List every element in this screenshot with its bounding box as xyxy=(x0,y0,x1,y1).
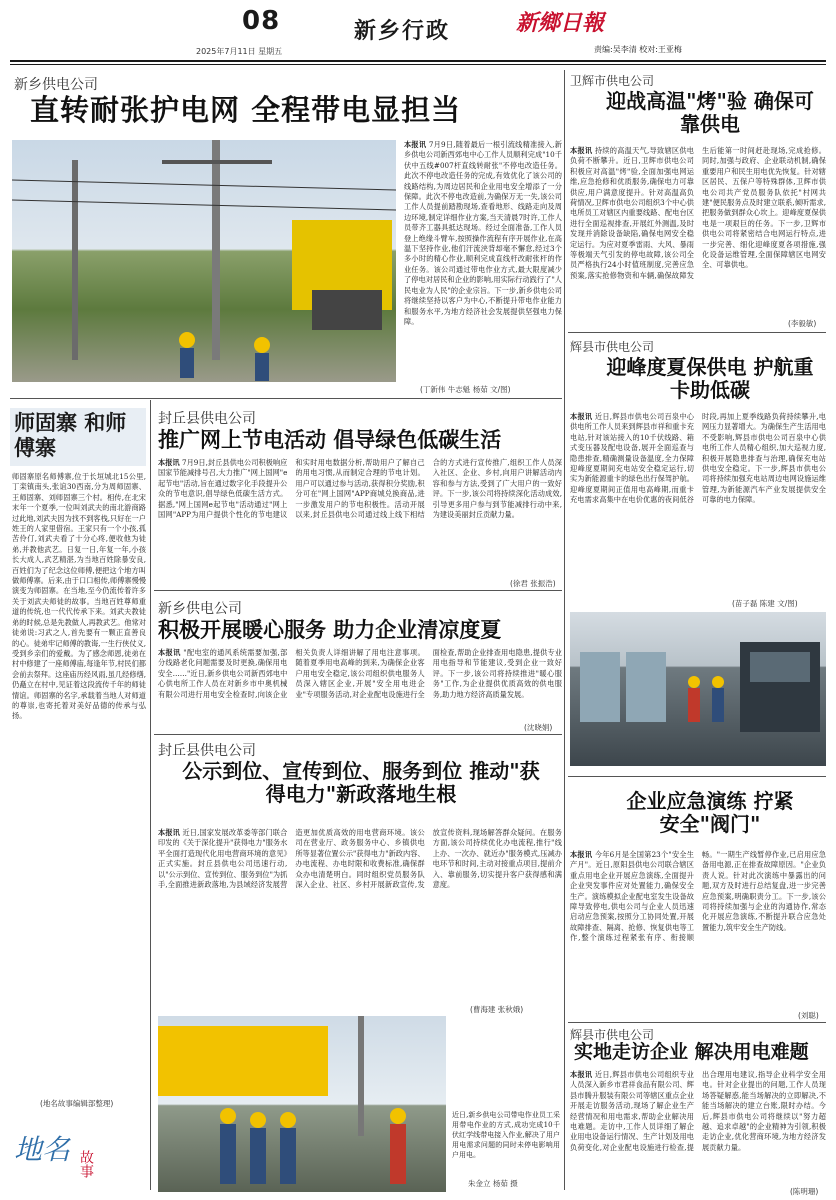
divider-story3 xyxy=(568,776,826,777)
story6-photo xyxy=(158,1016,446,1192)
story8-kicker: 辉县市供电公司 xyxy=(570,1028,655,1042)
story1-body-text: 7月9日,随着最后一根引流线精准接入,新乡供电公司新西郊电中心工作人员顺利完成"10千伏中五线#007杆直线转耐张"不停电改造任务。此次不停电改造任务的完成,有效优化了该公司的线路结构,为周边居民和企业用电安全增添了一分保障。此次不停电改造前,为确保万无一失,该公司工作人员提前踏勘现场,查看地形、线路走向及周边环境,制定详细作业方案,当天清晨7时许,工作人员带齐工器具抵达现场。经过全面准备,工作人员登上绝缘斗臂车,按照操作流程有序开展作业,在高温下坚持作业,他们汗流浃背却毫不懈怠,经过3个多小时的精心作业,顺利完成直线杆改耐张杆的作业任务。该公司通过带电作业方式,最大限度减少了停电对居民和企业的影响,用实际行动践行了"人民电业为人民"的企业宗旨。下一步,新乡供电公司将继续坚持以客户为中心,不断提升带电作业能力和服务水平,为地方经济社会发展提供坚强电力保障。 xyxy=(404,140,562,326)
masthead xyxy=(0,0,836,62)
story5-lead: 本报讯 xyxy=(158,648,181,657)
header-rule-thin xyxy=(10,64,826,65)
story6-photo-caption: 近日,新乡供电公司带电作业员工采用带电作业的方式,成功完成10千伏红学线带电接入作业,解决了用户用电需求问题的同时未停电影响用户用电。 xyxy=(452,1111,560,1159)
column-divider-right xyxy=(564,70,565,1190)
story5-headline: 积极开展暖心服务 助力企业清凉度夏 xyxy=(158,618,502,642)
side-title: 师固寨 和师傅寨 xyxy=(14,410,127,460)
story6-body xyxy=(158,828,562,1004)
place-name-logo-sub: 故事 xyxy=(78,1150,94,1178)
story2-kicker: 卫辉市供电公司 xyxy=(570,74,655,88)
story6-photo-credit: 朱金立 杨茹 摄 xyxy=(468,1179,518,1188)
story2-body xyxy=(570,146,826,316)
divider-story4 xyxy=(154,590,562,591)
story2-lead: 本报讯 xyxy=(570,146,593,155)
story6-kicker: 封丘县供电公司 xyxy=(158,743,256,759)
story1-headline: 直转耐张护电网 全程带电显担当 xyxy=(30,93,462,127)
story5-kicker: 新乡供电公司 xyxy=(158,601,242,617)
story8-headline: 实地走访企业 解决用电难题 xyxy=(574,1041,809,1063)
story4-byline: (徐君 张振浩) xyxy=(510,579,556,588)
story8-lead: 本报讯 xyxy=(570,1070,593,1079)
story7-byline: (刘聪) xyxy=(798,1011,819,1020)
editor-credits: 责编:吴李清 校对:王亚梅 xyxy=(594,45,682,54)
story7-lead: 本报讯 xyxy=(570,850,593,859)
story8-body xyxy=(570,1070,826,1184)
story2-headline: 迎战高温"烤"验 确保可靠供电 xyxy=(606,89,814,136)
story1-byline: (丁新伟 牛志魁 杨茹 文/图) xyxy=(420,385,511,394)
story6-lead: 本报讯 xyxy=(158,828,180,837)
line-work-illustration xyxy=(12,140,396,382)
story1-kicker: 新乡供电公司 xyxy=(14,77,98,93)
story2-byline: (李毅敏) xyxy=(788,319,817,328)
divider-story1 xyxy=(10,398,562,399)
divider-story7 xyxy=(568,1022,826,1023)
story1-lead: 本报讯 xyxy=(404,140,427,149)
story4-body-text: 7月9日,封丘县供电公司积极响应国家节能减排号召,大力推广"网上国网"e起节电"活动,旨在通过数字化手段提升公众的节电意识,倡导绿色低碳生活方式。据悉,"网上国网e起节电"活动通过"网上国网"APP为用户提供个性化的节电建议和实时用电数据分析,帮助用户了解自己的用电习惯,从而制定合理的节电计划。用户可以通过参与活动,获得积分奖励,积分可在"网上国网"APP商城兑换商品,进一步激发用户的节电积极性。活动开展以来,封丘县供电公司通过线上线下相结合的方式进行宣传推广,组织工作人员深入社区、企业、乡村,向用户讲解活动内容和参与方法,受到了广大用户的一致好评。下一步,该公司将持续深化活动成效,引导更多用户参与到节能减排行动中来,为建设美丽封丘贡献力量。 xyxy=(158,458,562,520)
side-body: 师固寨原名师傅寨,位于长垣城北15公里,丁栾镇南头,张谊30西南,分为周师固寨、王师固寨、刘师固寨三个村。相传,在北宋末年一个夏季,一位叫刘武夫的南北游商路过此地,刘武夫因为找不到客栈,只好在一户姓王的人家里借宿。王家只有一个小孩,孤苦伶仃,刘武夫看了十分心疼,便收他为徒弟,并教他武艺。日复一日,年复一年,小孩长大成人,武艺精湛,为当地百姓除暴安良,百姓们为了纪念这位师傅,便把这个地方叫做师傅寨。后来,由于口口相传,师傅寨慢慢演变为师固寨。在当地,至今仍流传着许多关于刘武夫师徒的故事。当地百姓尊师重道的传统,也一代代传承下来。刘武夫教徒弟的时候,总是先教做人,再教武艺。他常对徒弟说:习武之人,首先要有一颗正直善良的心。徒弟牢记师傅的教诲,一生行侠仗义,受到乡亲们的爱戴。为了感念师恩,徒弟在村中修建了一座师傅庙,每逢年节,村民们都会前去祭拜。这座庙历经风雨,虽几经修缮,仍矗立在村中,见证着这段流传千年的师徒情谊。师固寨的名字,承载着当地人对师道的尊崇,也寄托着对美好品德的传承与弘扬。 xyxy=(12,472,146,721)
charging-station-illustration xyxy=(570,612,826,766)
story6-body-text: 近日,国家发展改革委等部门联合印发的《关于深化提升"获得电力"服务水平全面打造现代化用电营商环境的意见》正式实施。封丘县供电公司迅速行动,以"公示到位、宣传到位、服务到位"为抓手,全面推进新政落地,为县域经济发展营造更加优质高效的用电营商环境。该公司在营业厅、政务服务中心、乡镇供电所等显著位置公示"获得电力"新政内容、办电流程、办电时限和收费标准,确保群众办电清楚明白。同时组织党员服务队深入企业、社区、乡村开展新政宣传,发放宣传资料,现场解答群众疑问。在服务方面,该公司持续优化办电流程,推行"线上办、一次办、就近办"服务模式,压减办电环节和时间,主动对接重点项目,提前介入、靠前服务,切实提升客户获得感和满意度。 xyxy=(158,828,562,890)
story7-headline: 企业应急演练 拧紧安全"阀门" xyxy=(626,789,794,836)
place-name-logo: 地名 xyxy=(14,1133,71,1166)
newspaper-logo: 新鄉日報 xyxy=(516,10,605,36)
header-rule xyxy=(10,60,826,62)
story3-body xyxy=(570,412,826,598)
power-crew-illustration xyxy=(158,1016,446,1192)
story1-body xyxy=(404,140,562,380)
story7-body-text: 今年6月是全国第23个"安全生产月"。近日,原阳县供电公司联合辖区重点用电企业开展应急演练,全面提升企业突发事件应对处置能力,确保安全生产。演练模拟企业配电室发生设备故障导致停电,供电公司与企业人员迅速启动应急预案,按照分工协同处置,开展故障排查、隔离、抢修、恢复供电等工作,整个演练过程紧张有序、衔接顺畅。"一期生产线暂停作业,已启用应急备用电源,正在排查故障原因。"企业负责人说。针对此次演练中暴露出的问题,双方及时进行总结复盘,进一步完善应急预案,明确职责分工。下一步,该公司将持续加强与企业的沟通协作,常态化开展应急演练,不断提升联合应急处置能力,筑牢安全生产防线。 xyxy=(570,850,826,943)
story8-byline: (陈明珊) xyxy=(790,1187,819,1196)
story6-headline: 公示到位、宣传到位、服务到位 推动"获得电力"新政落地生根 xyxy=(182,759,540,806)
page-number: 08 xyxy=(242,6,281,36)
story5-byline: (沈晓娟) xyxy=(524,723,553,732)
story4-kicker: 封丘县供电公司 xyxy=(158,411,256,427)
issue-date: 2025年7月11日 星期五 xyxy=(196,47,283,56)
story5-body-text: "配电室的通风系统需要加强,部分线路老化问题需要及时更换,确保用电安全……"近日,新乡供电公司新西郊电中心供电所工作人员在对新乡市中奥机械有限公司进行用电安全检查时,向该企业相关负责人详细讲解了用电注意事项。随着夏季用电高峰的到来,为确保企业客户用电安全稳定,该公司组织供电服务人员深入辖区企业,开展"安全用电进企业"专项服务活动,对企业配电设施进行全面检查,帮助企业排查用电隐患,提供专业用电指导和节能建议,受到企业一致好评。下一步,该公司将持续推进"暖心服务"工作,为企业提供优质高效的供电服务,助力地方经济高质量发展。 xyxy=(158,648,562,699)
story3-lead: 本报讯 xyxy=(570,412,593,421)
story3-photo xyxy=(570,612,826,766)
story7-body xyxy=(570,850,826,1010)
story3-kicker: 辉县市供电公司 xyxy=(570,340,655,354)
side-byline: (地名故事编辑部整理) xyxy=(40,1099,114,1108)
column-divider-left xyxy=(150,400,151,1190)
story8-body-text: 近日,辉县市供电公司组织专业人员深入新乡市君祥食品有限公司、辉县市腾升服装有限公司等辖区重点企业开展走访服务活动,现场了解企业生产经营情况和用电需求,帮助企业解决用电难题。走访中,工作人员详细了解企业用电设备运行情况、生产计划及用电负荷变化,对企业配电设施进行检查,提出合理用电建议,指导企业科学安全用电。针对企业提出的问题,工作人员现场答疑解惑,能当场解决的立即解决,不能当场解决的建立台账,限时办结。今后,辉县市供电公司将继续以"努力超越、追求卓越"的企业精神为引领,积极走访企业,优化营商环境,为地方经济发展贡献力量。 xyxy=(570,1070,826,1152)
story3-body-text: 近日,辉县市供电公司百泉中心供电所工作人员来到辉县市祥和重卡充电站,针对该站接入的10千伏线路、箱式变压器及配电设备,展开全面巡查与隐患排查,精确测量设备温度,全力保障迎峰度夏期间充电站安全稳定运行,切实为新能源重卡的绿色出行保驾护航。迎峰度夏期间正值用电高峰期,而重卡充电需求高集中在电价优惠的夜间低谷时段,再加上夏季线路负荷持续攀升,电网压力显著增大。为确保生产生活用电不受影响,辉县市供电公司百泉中心供电所工作人员精心组织,加大巡视力度,积极开展隐患排查与治理,确保充电站供电安全稳定。下一步,辉县市供电公司将持续加强充电站周边电网设施运维管理,为新能源汽车产业发展提供安全可靠的电力保障。 xyxy=(570,412,826,505)
story5-body xyxy=(158,648,562,722)
story4-lead: 本报讯 xyxy=(158,458,180,467)
story6-byline: (曹海建 张秋娥) xyxy=(470,1005,524,1014)
story4-body xyxy=(158,458,562,578)
story3-byline: (苗子磊 陈建 文/图) xyxy=(732,599,798,608)
story4-headline: 推广网上节电活动 倡导绿色低碳生活 xyxy=(158,428,502,452)
story1-photo xyxy=(12,140,396,382)
story2-body-text: 持续的高温天气,导致辖区供电负荷不断攀升。近日,卫辉市供电公司积极应对高温"烤"验,全面加强电网运维,应急抢修和优质服务,确保电力可靠供应,用户满意度提升。针对高温高负荷情况,卫辉市供电公司组织3个中心供电所员工对辖区内重要线路、配电台区进行全面巡视排查,开展红外测温,及时发现并消除设备缺陷,确保电网安全稳定运行。为应对夏季雷雨、大风、暴雨等极端天气引发的停电故障,该公司全员严格执行24小时值班制度,完善应急预案,落实抢修物资和车辆,确保故障发生后能第一时间赶赴现场,完成抢修。同时,加强与政府、企业联动机制,确保重要用户和民生用电优先恢复。针对辖区居民、五保户等特殊群体,卫辉市供电公司共产党员服务队依托"村网共建"便民服务点及时建立联系,倾听需求,把服务做到群众心坎上。迎峰度夏保供电是一项艰巨的任务。下一步,卫辉市供电公司将紧密结合电网运行特点,进一步完善、细化迎峰度夏各项措施,强化设备运维管理,全面保障辖区电网安全、可靠供电。 xyxy=(570,146,826,280)
divider-story2 xyxy=(568,332,826,333)
divider-story5 xyxy=(154,734,562,735)
section-title: 新乡行政 xyxy=(354,19,451,44)
story3-headline: 迎峰度夏保供电 护航重卡助低碳 xyxy=(606,355,814,402)
